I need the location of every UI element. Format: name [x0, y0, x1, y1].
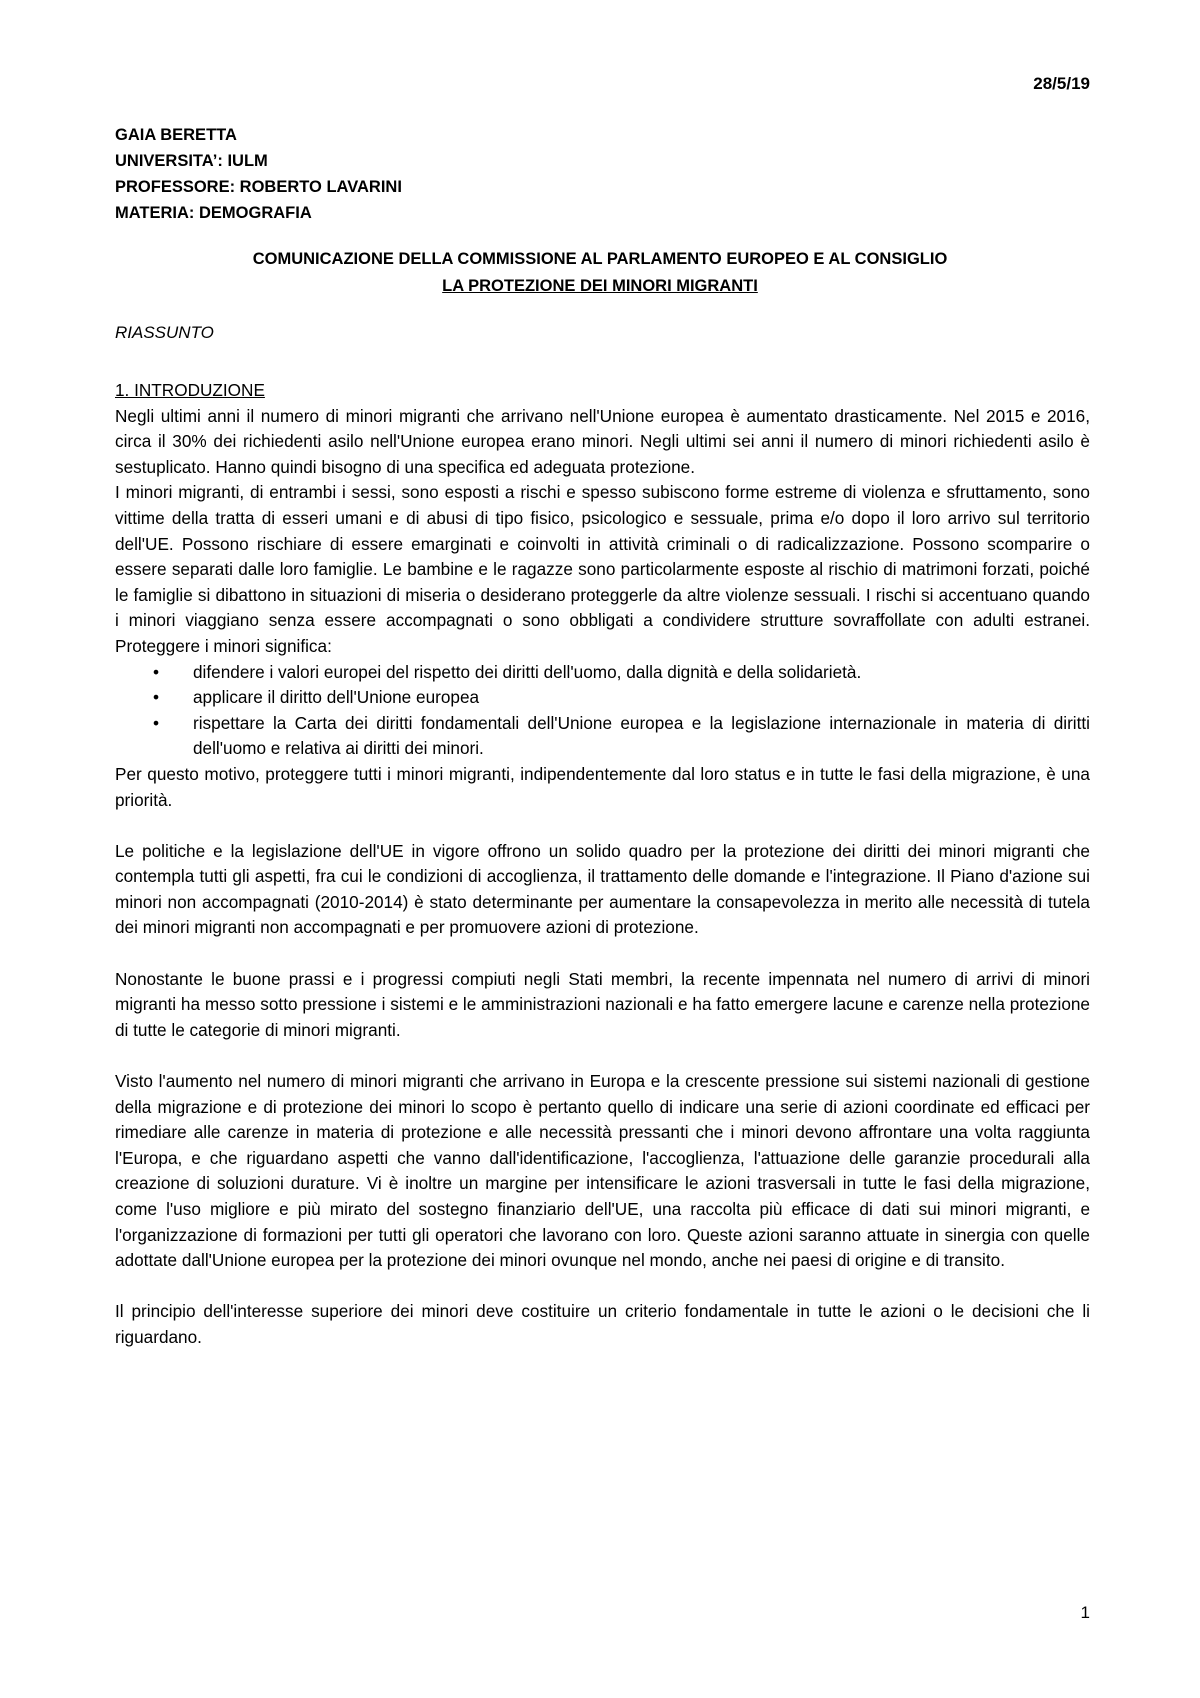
university-line: UNIVERSITA’: IULM [115, 152, 268, 170]
bullet-text: applicare il diritto dell'Unione europea [193, 687, 480, 708]
paragraph-6: Visto l'aumento nel numero di minori migranti che arrivano in Europa e la crescente pressione sui sistemi nazionali di gestione della migrazione e di protezione dei minori lo scopo è pertanto quello di indicare una serie di azioni coordinate ed efficaci per rimediare alle carenze in materia di protezione e alle necessità pressanti che i minori devono affrontare una volta raggiunta l'Europa, e che riguardano aspetti che vanno dall'identificazione, l'accoglienza, l'attuazione delle garanzie procedurali alla creazione di soluzioni durature. Vi è inoltre un margine per intensificare le azioni trasversali in tutte le fasi della migrazione, come l'uso migliore e più mirato del sostegno finanziario dell'UE, una raccolta più efficace di dati sui minori migranti, e l'organizzazione di formazioni per tutti gli operatori che lavorano con loro. Queste azioni saranno attuate in sinergia con quelle adottate dall'Unione europea per la protezione dei minori ovunque nel mondo, anche nei paesi di origine e di transito. [115, 1071, 1090, 1271]
paragraph-3: Per questo motivo, proteggere tutti i minori migranti, indipendentemente dal loro status e in tutte le fasi della migrazione, è una priorità. [115, 763, 1090, 810]
list-item [115, 711, 1090, 762]
page-number: 1 [1080, 1603, 1090, 1622]
document-body [115, 378, 1090, 1351]
author-header [115, 122, 402, 226]
list-item [115, 685, 1090, 711]
document-date: 28/5/19 [1033, 74, 1090, 93]
bullet-icon: • [153, 687, 160, 708]
paragraph-1: Negli ultimi anni il numero di minori migranti che arrivano nell'Unione europea è aumentato drasticamente. Nel 2015 e 2016, circa il 30% dei richiedenti asilo nell'Unione europea erano minori. Negli ultimi sei anni il numero di minori richiedenti asilo è sestuplicato. Hanno quindi bisogno di una specifica ed adeguata protezione. [115, 405, 1090, 477]
document-subtitle: LA PROTEZIONE DEI MINORI MIGRANTI [442, 277, 758, 295]
list-item [115, 660, 1090, 686]
subject-line: MATERIA: DEMOGRAFIA [115, 204, 312, 222]
title-block [115, 246, 1085, 300]
bullet-text: rispettare la Carta dei diritti fondamentali dell'Unione europea e la legislazione internazionale in materia di diritti dell'uomo e relativa ai diritti dei minori. [193, 712, 1090, 759]
section-label: RIASSUNTO [115, 323, 214, 342]
bullet-icon: • [153, 712, 160, 733]
professor-line: PROFESSORE: ROBERTO LAVARINI [115, 178, 402, 196]
bullet-text: difendere i valori europei del rispetto dei diritti dell'uomo, dalla dignità e della solidarietà. [193, 661, 862, 682]
paragraph-2: I minori migranti, di entrambi i sessi, sono esposti a rischi e spesso subiscono forme estreme di violenza e sfruttamento, sono vittime della tratta di esseri umani e di abusi di tipo fisico, psicologico e sessuale, prima e/o dopo il loro arrivo sul territorio dell'UE. Possono rischiare di essere emarginati e coinvolti in attività criminali o di radicalizzazione. Possono scomparire o essere separati dalle loro famiglie. Le bambine e le ragazze sono particolarmente esposte al rischio di matrimoni forzati, poiché le famiglie si dibattono in situazioni di miseria o desiderano proteggerle da altre violenze sessuali. I rischi si accentuano quando i minori viaggiano senza essere accompagnati o sono obbligati a condividere strutture sovraffollate con adulti estranei. Proteggere i minori significa: [115, 482, 1090, 656]
bullet-icon: • [153, 661, 160, 682]
bullet-list [115, 660, 1090, 762]
intro-heading: 1. INTRODUZIONE [115, 380, 265, 400]
paragraph-7: Il principio dell'interesse superiore dei minori deve costituire un criterio fondamentale in tutte le azioni o le decisioni che li riguardano. [115, 1301, 1090, 1347]
paragraph-4: Le politiche e la legislazione dell'UE in vigore offrono un solido quadro per la protezione dei diritti dei minori migranti che contempla tutti gli aspetti, fra cui le condizioni di accoglienza, il trattamento delle domande e l'integrazione. Il Piano d'azione sui minori non accompagnati (2010-2014) è stato determinante per aumentare la consapevolezza in merito alle necessità di tutela dei minori migranti non accompagnati e per promuovere azioni di protezione. [115, 840, 1090, 938]
paragraph-5: Nonostante le buone prassi e i progressi compiuti negli Stati membri, la recente impennata nel numero di arrivi di minori migranti ha messo sotto pressione i sistemi e le amministrazioni nazionali e ha fatto emergere lacune e carenze nella protezione di tutte le categorie di minori migranti. [115, 968, 1090, 1040]
document-title: COMUNICAZIONE DELLA COMMISSIONE AL PARLAMENTO EUROPEO E AL CONSIGLIO [252, 250, 948, 268]
author-name: GAIA BERETTA [115, 126, 237, 144]
